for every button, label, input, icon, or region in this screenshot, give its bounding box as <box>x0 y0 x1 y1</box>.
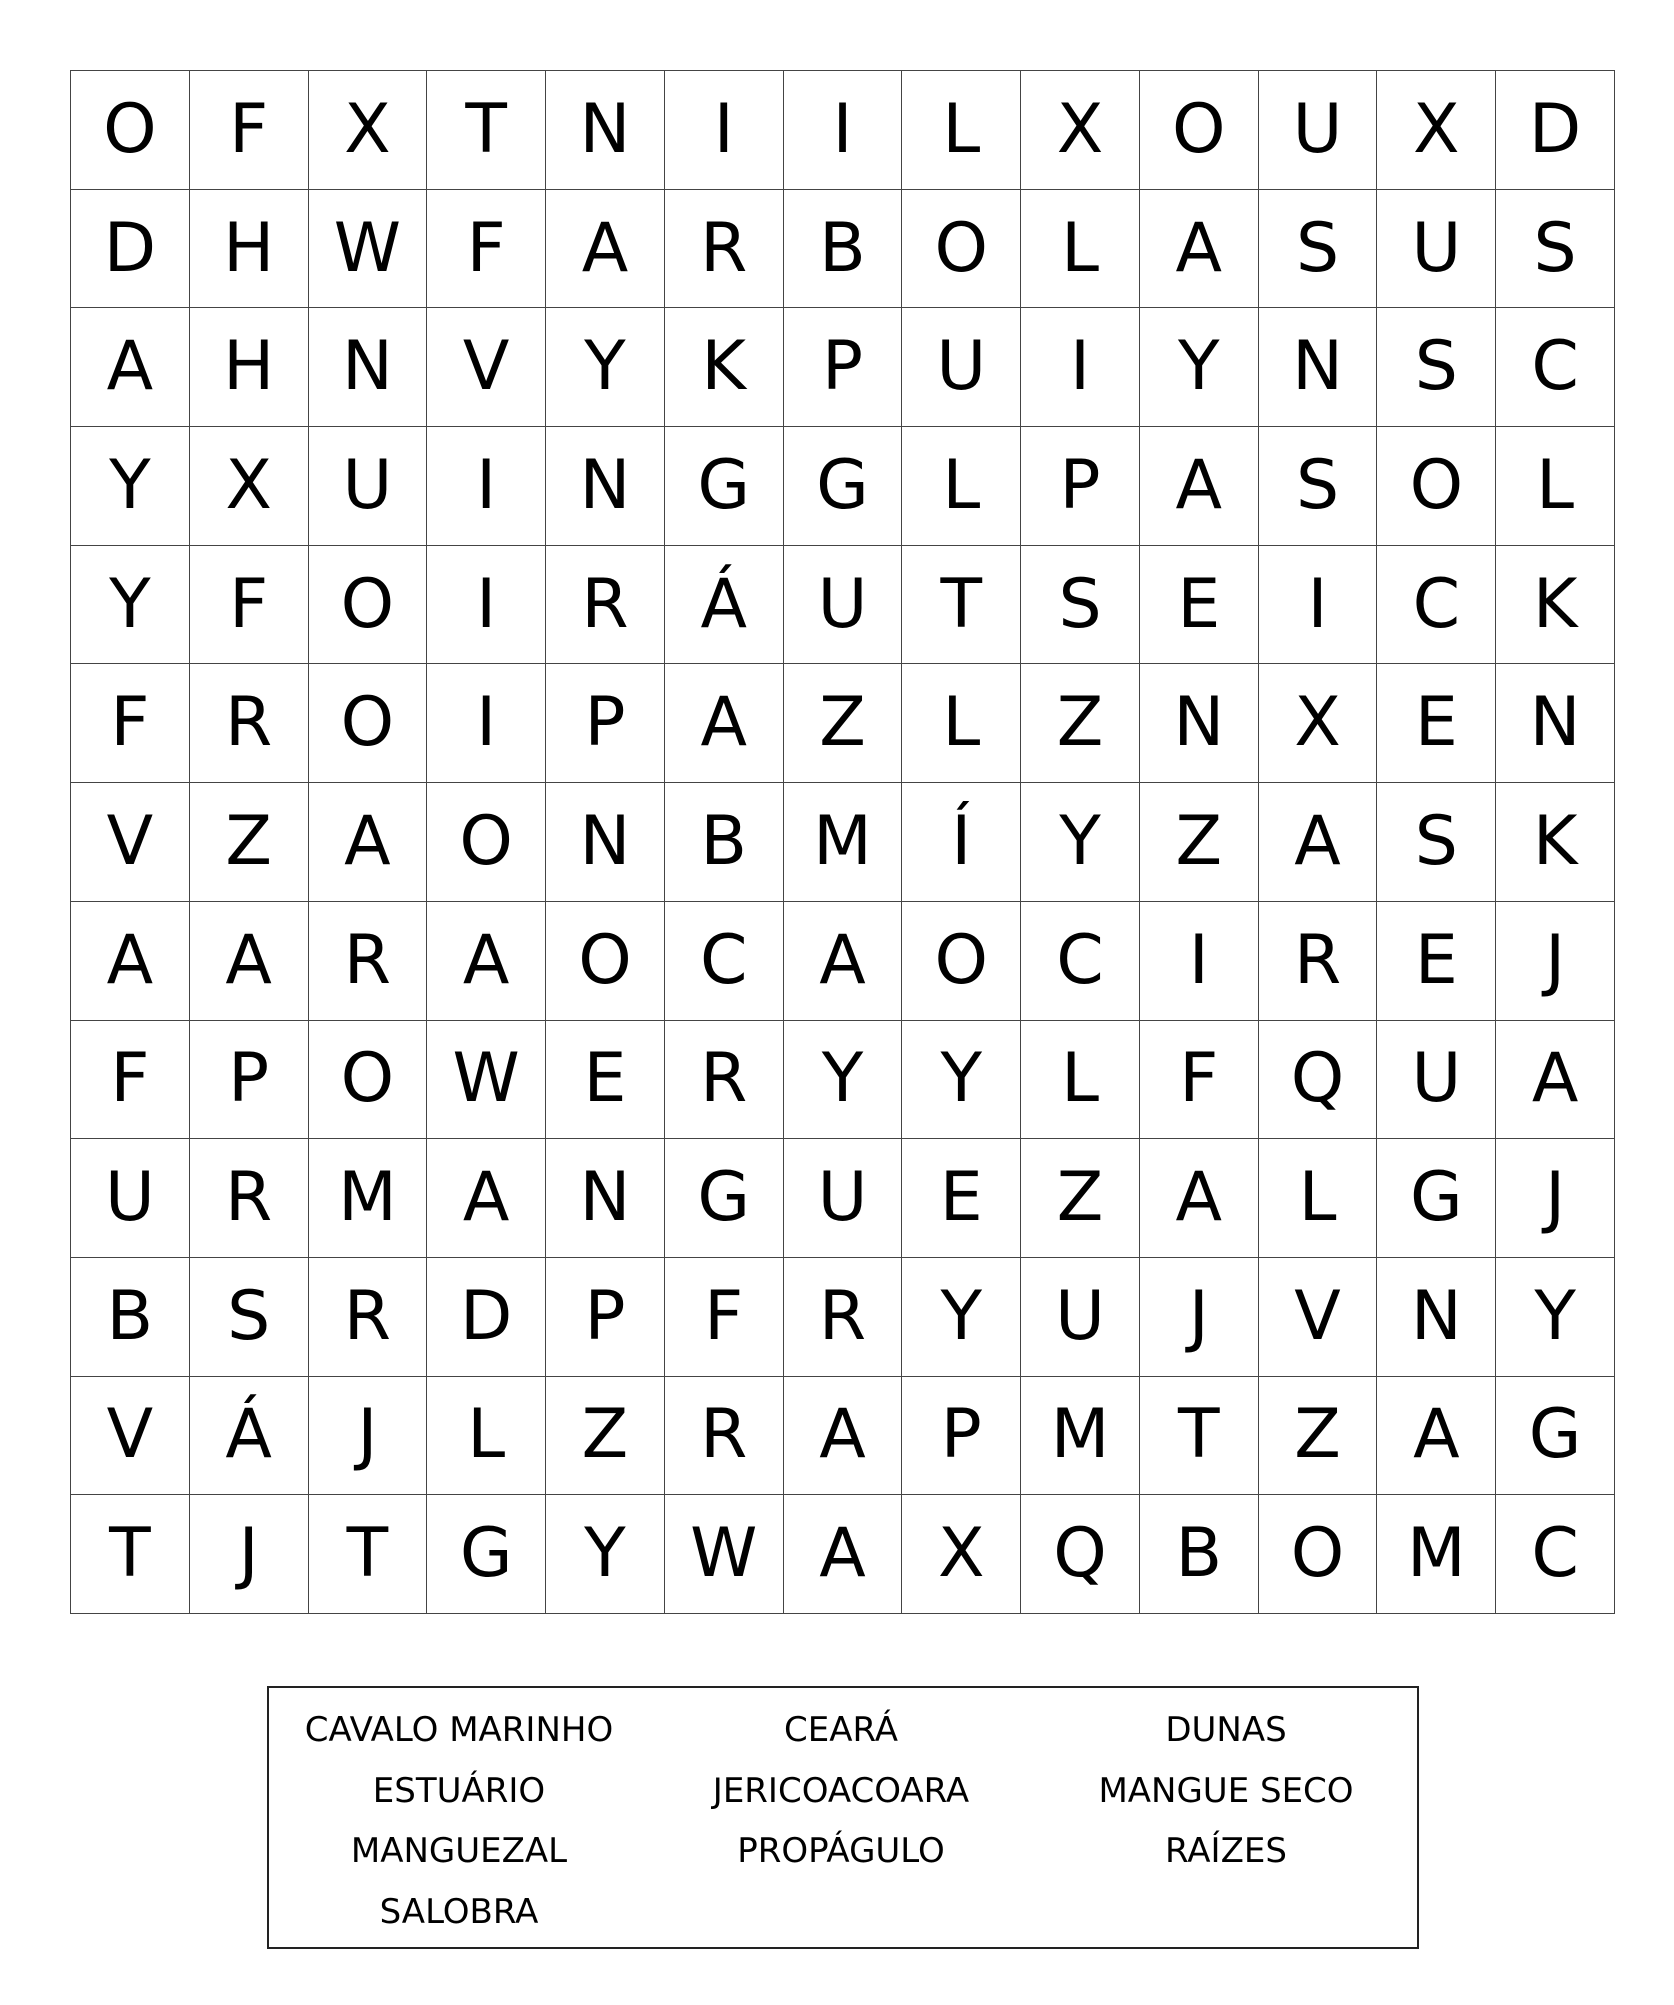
grid-cell[interactable]: Y <box>71 427 190 546</box>
grid-cell[interactable]: J <box>1496 1139 1615 1258</box>
grid-cell[interactable]: E <box>1377 664 1496 783</box>
grid-cell[interactable]: V <box>427 308 546 427</box>
grid-cell[interactable]: A <box>784 1377 903 1496</box>
grid-cell[interactable]: B <box>71 1258 190 1377</box>
grid-cell[interactable]: T <box>71 1495 190 1614</box>
grid-cell[interactable]: R <box>1259 902 1378 1021</box>
grid-cell[interactable]: R <box>665 1377 784 1496</box>
grid-cell[interactable]: S <box>190 1258 309 1377</box>
grid-cell[interactable]: O <box>546 902 665 1021</box>
grid-cell[interactable]: W <box>309 190 428 309</box>
grid-cell[interactable]: A <box>1140 427 1259 546</box>
grid-cell[interactable]: J <box>309 1377 428 1496</box>
grid-cell[interactable]: O <box>1259 1495 1378 1614</box>
grid-cell[interactable]: I <box>427 427 546 546</box>
grid-cell[interactable]: I <box>1021 308 1140 427</box>
grid-cell[interactable]: F <box>71 664 190 783</box>
grid-cell[interactable]: K <box>1496 546 1615 665</box>
grid-cell[interactable]: I <box>427 546 546 665</box>
grid-cell[interactable]: E <box>1140 546 1259 665</box>
grid-cell[interactable]: U <box>1259 71 1378 190</box>
grid-cell[interactable]: M <box>784 783 903 902</box>
grid-cell[interactable]: S <box>1496 190 1615 309</box>
grid-cell[interactable]: P <box>1021 427 1140 546</box>
grid-cell[interactable]: D <box>71 190 190 309</box>
grid-cell[interactable]: P <box>784 308 903 427</box>
grid-cell[interactable]: D <box>427 1258 546 1377</box>
grid-cell[interactable]: Y <box>1140 308 1259 427</box>
grid-cell[interactable]: L <box>902 71 1021 190</box>
word-list-item: ESTUÁRIO <box>372 1770 546 1811</box>
grid-cell[interactable]: E <box>902 1139 1021 1258</box>
grid-cell[interactable]: Í <box>902 783 1021 902</box>
grid-cell[interactable]: M <box>309 1139 428 1258</box>
grid-cell[interactable]: Z <box>546 1377 665 1496</box>
grid-cell[interactable]: O <box>902 190 1021 309</box>
grid-cell[interactable]: L <box>902 427 1021 546</box>
grid-cell[interactable]: J <box>1140 1258 1259 1377</box>
grid-cell[interactable]: L <box>427 1377 546 1496</box>
grid-cell[interactable]: I <box>784 71 903 190</box>
grid-cell[interactable]: A <box>1140 1139 1259 1258</box>
grid-cell[interactable]: H <box>190 308 309 427</box>
word-list-item: JERICOACOARA <box>712 1770 970 1811</box>
word-list-item: CAVALO MARINHO <box>304 1710 614 1751</box>
grid-cell[interactable]: L <box>1021 1021 1140 1140</box>
grid-cell[interactable]: Z <box>1021 1139 1140 1258</box>
grid-cell[interactable]: Á <box>190 1377 309 1496</box>
grid-cell[interactable]: W <box>427 1021 546 1140</box>
grid-cell[interactable]: D <box>1496 71 1615 190</box>
grid-cell[interactable]: L <box>1021 190 1140 309</box>
grid-cell[interactable]: Z <box>1259 1377 1378 1496</box>
grid-cell[interactable]: R <box>784 1258 903 1377</box>
grid-cell[interactable]: U <box>902 308 1021 427</box>
grid-cell[interactable]: R <box>309 1258 428 1377</box>
grid-cell[interactable]: C <box>1496 308 1615 427</box>
grid-cell[interactable]: A <box>1377 1377 1496 1496</box>
grid-cell[interactable]: O <box>902 902 1021 1021</box>
grid-cell[interactable]: V <box>1259 1258 1378 1377</box>
grid-cell[interactable]: G <box>665 1139 784 1258</box>
grid-cell[interactable]: U <box>1377 1021 1496 1140</box>
grid-cell[interactable]: N <box>1377 1258 1496 1377</box>
grid-cell[interactable]: X <box>1259 664 1378 783</box>
grid-cell[interactable]: R <box>309 902 428 1021</box>
grid-cell[interactable]: N <box>1496 664 1615 783</box>
grid-cell[interactable]: R <box>665 190 784 309</box>
grid-cell[interactable]: R <box>190 1139 309 1258</box>
grid-cell[interactable]: F <box>1140 1021 1259 1140</box>
grid-cell[interactable]: U <box>71 1139 190 1258</box>
grid-cell[interactable]: A <box>1496 1021 1615 1140</box>
grid-cell[interactable]: Y <box>902 1021 1021 1140</box>
grid-cell[interactable]: F <box>665 1258 784 1377</box>
grid-cell[interactable]: O <box>1377 427 1496 546</box>
grid-cell[interactable]: A <box>71 308 190 427</box>
grid-cell[interactable]: O <box>71 71 190 190</box>
grid-cell[interactable]: N <box>1259 308 1378 427</box>
word-list-item: PROPÁGULO <box>737 1831 945 1872</box>
word-list-item: CEARÁ <box>784 1710 898 1751</box>
grid-cell[interactable]: O <box>309 546 428 665</box>
word-list-item: DUNAS <box>1165 1710 1287 1751</box>
grid-cell[interactable]: I <box>1140 902 1259 1021</box>
grid-cell[interactable]: Y <box>784 1021 903 1140</box>
grid-cell[interactable]: A <box>1140 190 1259 309</box>
grid-cell[interactable]: P <box>546 664 665 783</box>
grid-cell[interactable]: Y <box>902 1258 1021 1377</box>
grid-cell[interactable]: S <box>1021 546 1140 665</box>
grid-cell[interactable]: U <box>1377 190 1496 309</box>
grid-cell[interactable]: U <box>784 546 903 665</box>
grid-cell[interactable]: S <box>1377 308 1496 427</box>
grid-cell[interactable]: Q <box>1259 1021 1378 1140</box>
grid-cell[interactable]: A <box>427 1139 546 1258</box>
grid-cell[interactable]: C <box>1377 546 1496 665</box>
grid-cell[interactable]: X <box>902 1495 1021 1614</box>
grid-cell[interactable]: U <box>784 1139 903 1258</box>
grid-cell[interactable]: B <box>1140 1495 1259 1614</box>
grid-cell[interactable]: J <box>1496 902 1615 1021</box>
grid-cell[interactable]: P <box>902 1377 1021 1496</box>
grid-cell[interactable]: S <box>1377 783 1496 902</box>
grid-cell[interactable]: A <box>784 1495 903 1614</box>
grid-cell[interactable]: G <box>665 427 784 546</box>
grid-cell[interactable]: M <box>1377 1495 1496 1614</box>
grid-cell[interactable]: F <box>427 190 546 309</box>
grid-cell[interactable]: F <box>190 546 309 665</box>
grid-cell[interactable]: X <box>1377 71 1496 190</box>
grid-cell[interactable]: N <box>1140 664 1259 783</box>
grid-cell[interactable]: N <box>546 427 665 546</box>
grid-cell[interactable]: E <box>546 1021 665 1140</box>
grid-cell[interactable]: Y <box>546 1495 665 1614</box>
grid-cell[interactable]: K <box>665 308 784 427</box>
grid-cell[interactable]: Y <box>1496 1258 1615 1377</box>
grid-cell[interactable]: F <box>71 1021 190 1140</box>
grid-cell[interactable]: F <box>190 71 309 190</box>
grid-cell[interactable]: G <box>427 1495 546 1614</box>
grid-cell[interactable]: G <box>1496 1377 1615 1496</box>
grid-cell[interactable]: A <box>665 664 784 783</box>
grid-cell[interactable]: O <box>427 783 546 902</box>
grid-cell[interactable]: B <box>665 783 784 902</box>
grid-cell[interactable]: R <box>665 1021 784 1140</box>
grid-cell[interactable]: X <box>1021 71 1140 190</box>
grid-cell[interactable]: T <box>309 1495 428 1614</box>
grid-cell[interactable]: V <box>71 783 190 902</box>
grid-cell[interactable]: K <box>1496 783 1615 902</box>
grid-cell[interactable]: R <box>546 546 665 665</box>
grid-cell[interactable]: T <box>1140 1377 1259 1496</box>
grid-cell[interactable]: G <box>784 427 903 546</box>
grid-cell[interactable]: N <box>309 308 428 427</box>
grid-cell[interactable]: T <box>902 546 1021 665</box>
grid-cell[interactable]: G <box>1377 1139 1496 1258</box>
grid-cell[interactable]: Y <box>71 546 190 665</box>
grid-cell[interactable]: T <box>427 71 546 190</box>
grid-cell[interactable]: Y <box>546 308 665 427</box>
grid-cell[interactable]: L <box>902 664 1021 783</box>
grid-cell[interactable]: I <box>1259 546 1378 665</box>
word-list <box>269 1700 1417 1942</box>
grid-cell[interactable]: N <box>546 71 665 190</box>
grid-cell[interactable]: N <box>546 783 665 902</box>
grid-cell[interactable]: S <box>1259 427 1378 546</box>
grid-cell[interactable]: O <box>309 664 428 783</box>
grid-cell[interactable]: Z <box>1140 783 1259 902</box>
grid-cell[interactable]: Z <box>784 664 903 783</box>
grid-cell[interactable]: Y <box>1021 783 1140 902</box>
grid-cell[interactable]: I <box>427 664 546 783</box>
grid-cell[interactable]: H <box>190 190 309 309</box>
grid-cell[interactable]: I <box>665 71 784 190</box>
letter-grid <box>70 70 1615 1614</box>
grid-cell[interactable]: Á <box>665 546 784 665</box>
grid-cell[interactable]: A <box>190 902 309 1021</box>
grid-cell[interactable]: A <box>784 902 903 1021</box>
grid-cell[interactable]: P <box>546 1258 665 1377</box>
grid-cell[interactable]: U <box>309 427 428 546</box>
grid-cell[interactable]: A <box>427 902 546 1021</box>
grid-cell[interactable]: C <box>665 902 784 1021</box>
word-list-item: MANGUEZAL <box>350 1831 568 1872</box>
grid-cell[interactable]: M <box>1021 1377 1140 1496</box>
grid-cell[interactable]: A <box>71 902 190 1021</box>
grid-cell[interactable]: E <box>1377 902 1496 1021</box>
grid-cell[interactable]: A <box>309 783 428 902</box>
grid-cell[interactable]: O <box>309 1021 428 1140</box>
word-list-item: MANGUE SECO <box>1098 1770 1354 1811</box>
grid-cell[interactable]: S <box>1259 190 1378 309</box>
grid-cell[interactable]: X <box>190 427 309 546</box>
grid-cell[interactable]: U <box>1021 1258 1140 1377</box>
grid-cell[interactable]: C <box>1496 1495 1615 1614</box>
grid-cell[interactable]: L <box>1496 427 1615 546</box>
grid-cell[interactable]: A <box>546 190 665 309</box>
grid-cell[interactable]: B <box>784 190 903 309</box>
grid-cell[interactable]: N <box>546 1139 665 1258</box>
grid-cell[interactable]: V <box>71 1377 190 1496</box>
word-list-item: SALOBRA <box>379 1891 539 1932</box>
grid-cell[interactable]: W <box>665 1495 784 1614</box>
grid-cell[interactable]: Z <box>1021 664 1140 783</box>
grid-cell[interactable]: P <box>190 1021 309 1140</box>
grid-cell[interactable]: L <box>1259 1139 1378 1258</box>
word-list-box <box>267 1686 1419 1949</box>
grid-cell[interactable]: J <box>190 1495 309 1614</box>
grid-cell[interactable]: O <box>1140 71 1259 190</box>
grid-cell[interactable]: R <box>190 664 309 783</box>
grid-cell[interactable]: Z <box>190 783 309 902</box>
word-list-item: RAÍZES <box>1165 1831 1287 1872</box>
grid-cell[interactable]: X <box>309 71 428 190</box>
grid-cell[interactable]: A <box>1259 783 1378 902</box>
grid-cell[interactable]: Q <box>1021 1495 1140 1614</box>
grid-cell[interactable]: C <box>1021 902 1140 1021</box>
